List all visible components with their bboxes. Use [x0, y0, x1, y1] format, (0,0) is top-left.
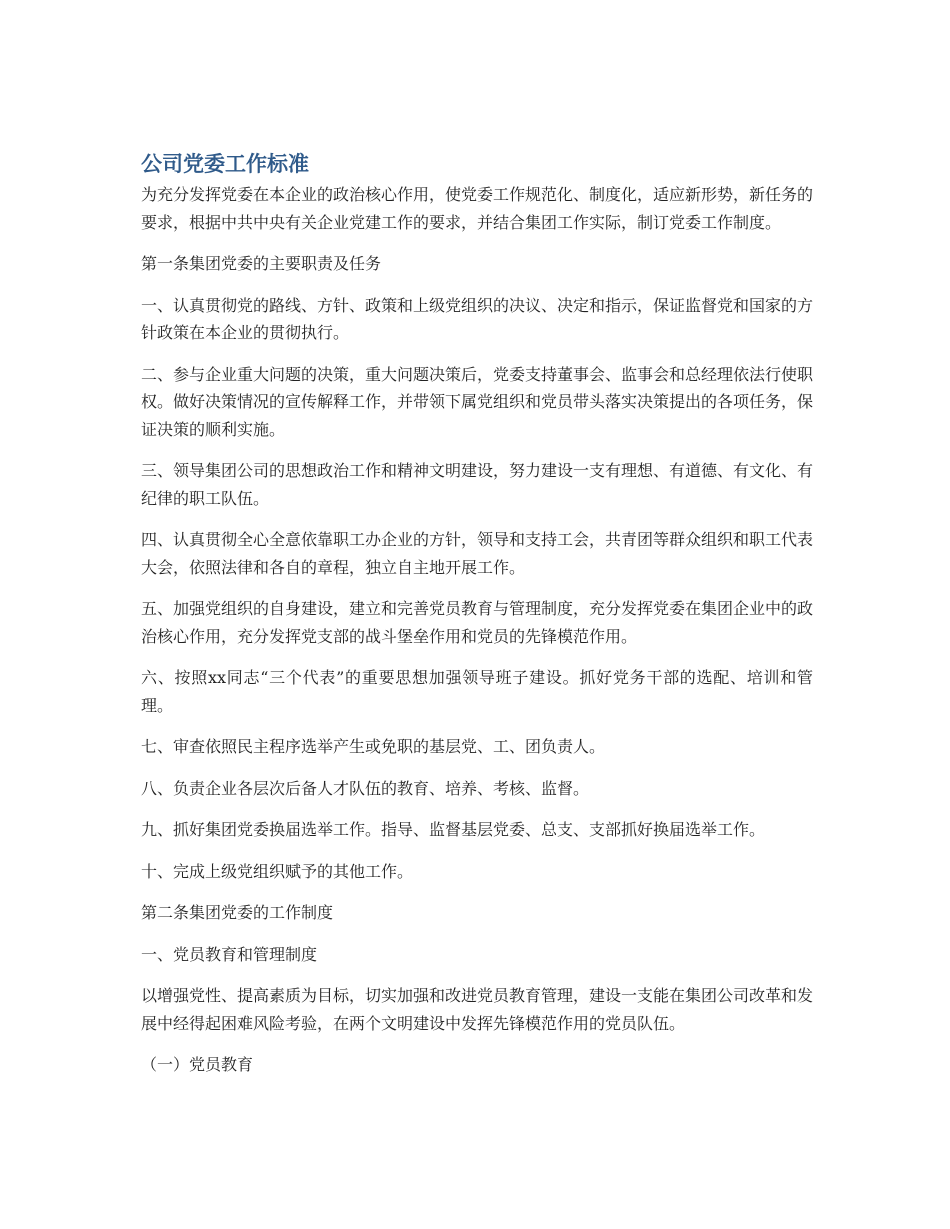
duty-item-10: 十、完成上级党组织赋予的其他工作。 [141, 861, 414, 881]
duty-item-1: 一、认真贯彻党的路线、方针、政策和上级党组织的决议、决定和指示，保证监督党和国家的方针政策在本企业的贯彻执行。 [141, 295, 814, 342]
duty-item-9: 九、抓好集团党委换届选举工作。指导、监督基层党委、总支、支部抓好换届选举工作。 [141, 820, 766, 839]
duty-item-4: 四、认真贯彻全心全意依靠职工办企业的方针，领导和支持工会，共青团等群众组织和职工代表大会，依照法律和各自的章程，独立自主地开展工作。 [141, 530, 814, 577]
duty-item-2: 二、参与企业重大问题的决策，重大问题决策后，党委支持董事会、监事会和总经理依法行使职权。做好决策情况的宣传解释工作，并带领下属党组织和党员带头落实决策提出的各项任务，保证决策的顺利实施。 [141, 364, 814, 439]
section-1-body: 以增强党性、提高素质为目标，切实加强和改进党员教育管理，建设一支能在集团公司改革和发展中经得起困难风险考验，在两个文明建设中发挥先锋模范作用的党员队伍。 [141, 986, 814, 1033]
duty-item-3: 三、领导集团公司的思想政治工作和精神文明建设，努力建设一支有理想、有道德、有文化、有纪律的职工队伍。 [141, 461, 814, 508]
article-1-heading: 第一条集团党委的主要职责及任务 [141, 254, 382, 273]
subsection-1-heading: （一）党员教育 [141, 1055, 254, 1074]
duty-item-5: 五、加强党组织的自身建设，建立和完善党员教育与管理制度，充分发挥党委在集团企业中的政治核心作用，充分发挥党支部的战斗堡垒作用和党员的先锋模范作用。 [141, 599, 814, 646]
intro-paragraph: 为充分发挥党委在本企业的政治核心作用，使党委工作规范化、制度化，适应新形势，新任务的要求，根据中共中央有关企业党建工作的要求，并结合集团工作实际，制订党委工作制度。 [141, 185, 814, 232]
duty-item-7: 七、审查依照民主程序选举产生或免职的基层党、工、团负责人。 [141, 737, 606, 756]
duty-item-8: 八、负责企业各层次后备人才队伍的教育、培养、考核、监督。 [141, 778, 590, 798]
duty-item-6: 六、按照xx同志“三个代表”的重要思想加强领导班子建设。抓好党务干部的选配、培训和管理。 [141, 668, 813, 715]
document-title: 公司党委工作标准 [141, 152, 309, 176]
article-2-heading: 第二条集团党委的工作制度 [141, 903, 334, 922]
section-1-heading: 一、党员教育和管理制度 [141, 944, 318, 964]
document-page [141, 150, 813, 1093]
